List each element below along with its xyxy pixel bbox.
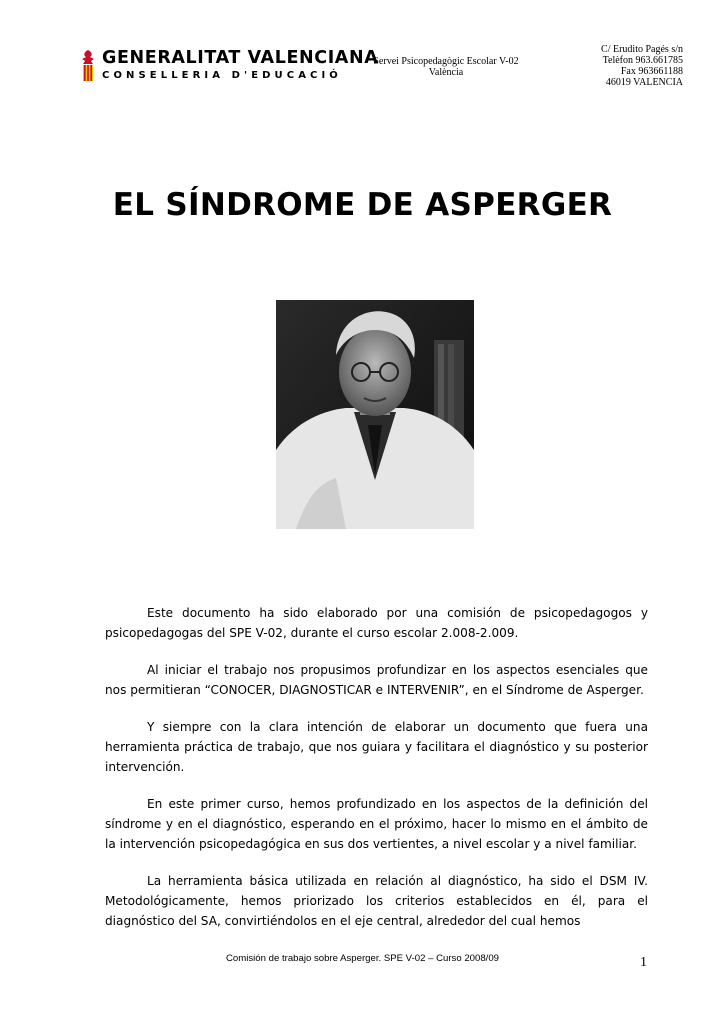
portrait-photo [276, 300, 474, 529]
body-text [105, 603, 648, 948]
logo-text-line2: CONSELLERIA D'EDUCACIÓ [102, 70, 342, 81]
coat-of-arms-icon [80, 50, 96, 82]
address-phone: Telèfon 963.661785 [602, 55, 683, 66]
document-title: EL SÍNDROME DE ASPERGER [112, 187, 613, 223]
paragraph-1: Este documento ha sido elaborado por una comisión de psicopedagogos y psicopedagogas del SPE V-02, durante el curso escolar 2.008-2.009. [105, 606, 648, 640]
logo [80, 46, 379, 86]
service-city: València [428, 67, 464, 78]
header-address [533, 44, 683, 88]
portrait-photo-icon [276, 300, 474, 529]
address-postal: 46019 VALENCIA [605, 77, 683, 88]
address-fax: Fax 963661188 [620, 66, 683, 77]
address-street: C/ Erudito Pagés s/n [601, 44, 683, 55]
page-number: 1 [640, 955, 647, 970]
paragraph-2: Al iniciar el trabajo nos propusimos profundizar en los aspectos esenciales que nos permitieran “CONOCER, DIAGNOSTICAR e INTERVENIR”, en el Síndrome de Asperger. [105, 663, 648, 697]
header-service [360, 56, 532, 78]
service-name: Servei Psicopedagògic Escolar V-02 [373, 56, 519, 67]
logo-text-line1: GENERALITAT VALENCIANA [102, 48, 379, 68]
paragraph-4: En este primer curso, hemos profundizado en los aspectos de la definición del síndrome y en el diagnóstico, esperando en el próximo, hacer lo mismo en el ámbito de la intervención psicopedagógica en sus dos vertientes, a nivel escolar y a nivel familiar. [105, 797, 648, 851]
paragraph-3: Y siempre con la clara intención de elaborar un documento que fuera una herramienta práctica de trabajo, que nos guiara y facilitara el diagnóstico y su posterior intervención. [105, 720, 648, 774]
paragraph-5: La herramienta básica utilizada en relación al diagnóstico, ha sido el DSM IV. Metodológicamente, hemos priorizado los criterios establecidos en él, para el diagnóstico del SA, convirtiéndolos en el eje central, alrededor del cual hemos [105, 874, 648, 928]
page-footer: Comisión de trabajo sobre Asperger. SPE V-02 – Curso 2008/09 [225, 953, 500, 964]
